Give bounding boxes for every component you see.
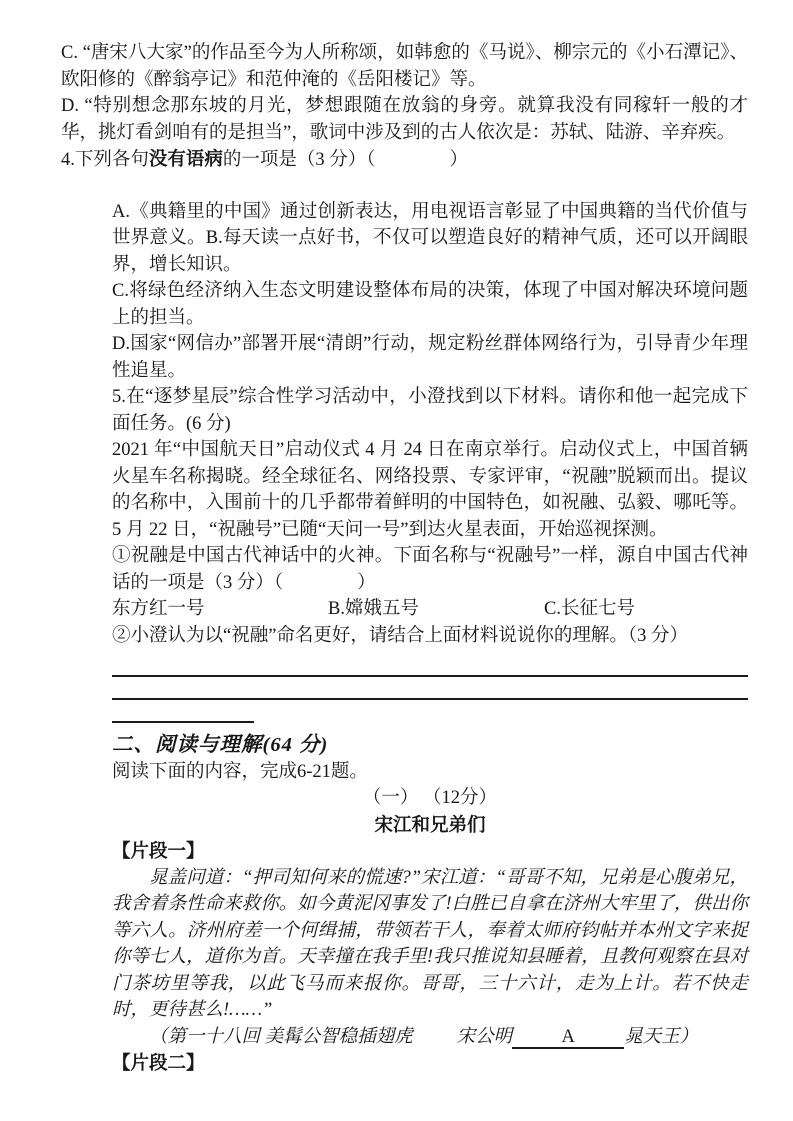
answer-line-2 [112,698,748,700]
section-2-intro: 阅读下面的内容，完成6-21题。 [112,761,368,782]
q5-choice-changzheng: C.长征七号 [544,599,635,619]
question-4-bold-term: 没有语病 [148,148,223,169]
question-4-prefix: 4.下列各句 [61,150,149,170]
section-2-heading: 二、阅读与理解(64 分) [112,734,329,756]
fragment-1-label: 【片段一】 [112,840,205,861]
question-5-material: 2021 年“中国航天日”启动仪式 4 月 24 日在南京举行。启动仪式上，中国首辆火星车名称揭晓。经全球征名、网络投票、专家评审，“祝融”脱颖而出。提议的名称中，入围前十的几乎都带着鲜明的中国特色，如祝融、弘毅、哪吒等。5 月 22 日，“祝融号”已随“天问一号”到达火星表面，开始巡视探测。 [112,440,748,540]
q5-choice-dongfanghong: 东方红一号 [112,599,205,619]
q4-option-c: C.将绿色经济纳入生态文明建设整体布局的决策，体现了中国对解决环境问题上的担当。 [112,281,748,328]
q5-choice-row [112,596,748,623]
answer-line-3-short [112,721,254,723]
attribution-name: 宋公明 [456,1026,513,1047]
part-1-label: （一） （12分） [362,788,498,808]
option-c: C. “唐宋八大家”的作品至今为人所称颂，如韩愈的《马说》、柳宗元的《小石潭记》、欧阳修的《醉翁亭记》和范仲淹的《岳阳楼记》等。 [61,43,748,90]
question-4-stem [61,146,748,174]
attribution-blank-a: A [512,1027,624,1049]
reading-title: 宋江和兄弟们 [374,813,486,835]
question-5-sub1: ①祝融是中国古代神话中的火神。下面名称与“祝融号”一样，源自中国古代神话的一项是（3 分）（ ） [112,546,748,593]
option-d: D. “特别想念那东坡的月光，梦想跟随在放翁的身旁。就算我没有同稼轩一般的才华，挑灯看剑咱有的是担当”，歌词中涉及到的古人依次是：苏轼、陆游、辛弃疾。 [61,96,748,143]
q5-choice-change: B.嫦娥五号 [328,599,419,619]
attribution-line [112,1024,748,1051]
q4-options-ab: A.《典籍里的中国》通过创新表达，用电视语言彰显了中国典籍的当代价值与世界意义。B.每天读一点好书，不仅可以塑造良好的精神气质，还可以开阔眼界，增长知识。 [112,201,748,275]
indented-body [112,199,748,1077]
question-5-stem: 5.在“逐梦星辰”综合性学习活动中，小澄找到以下材料。请你和他一起完成下面任务。(6 分) [112,387,748,434]
q4-option-d: D.国家“网信办”部署开展“清朗”行动，规定粉丝群体网络行为，引导青少年理性追星。 [112,334,748,381]
question-5-sub2: ②小澄认为以“祝融”命名更好，请结合上面材料说说你的理解。（3 分） [112,625,689,646]
fragment-1-passage: 晁盖问道：“押司知何来的慌速?”宋江道：“哥哥不知，兄弟是心腹弟兄，我舍着条性命来救你。如今黄泥冈事发了!白胜已自拿在济州大牢里了，供出你等六人。济州府差一个何缉捕，带领若干人，奉着太师府钧帖并本州文字来捉你等七人，道你为首。天幸撞在我手里!我只推说知县睡着，且教何观察在县对门茶坊里等我，以此飞马而来报你。哥哥，三十六计，走为上计。若不快走时，更待甚么!……” [112,867,748,1020]
question-4-suffix: 的一项是（3 分）（ ） [222,150,469,170]
fragment-2-label: 【片段二】 [112,1052,205,1073]
attribution-right: 晁天王） [624,1026,699,1047]
attribution-chapter: （第一十八回 美髯公智稳插翅虎 [149,1026,413,1047]
answer-line-1 [112,675,748,677]
